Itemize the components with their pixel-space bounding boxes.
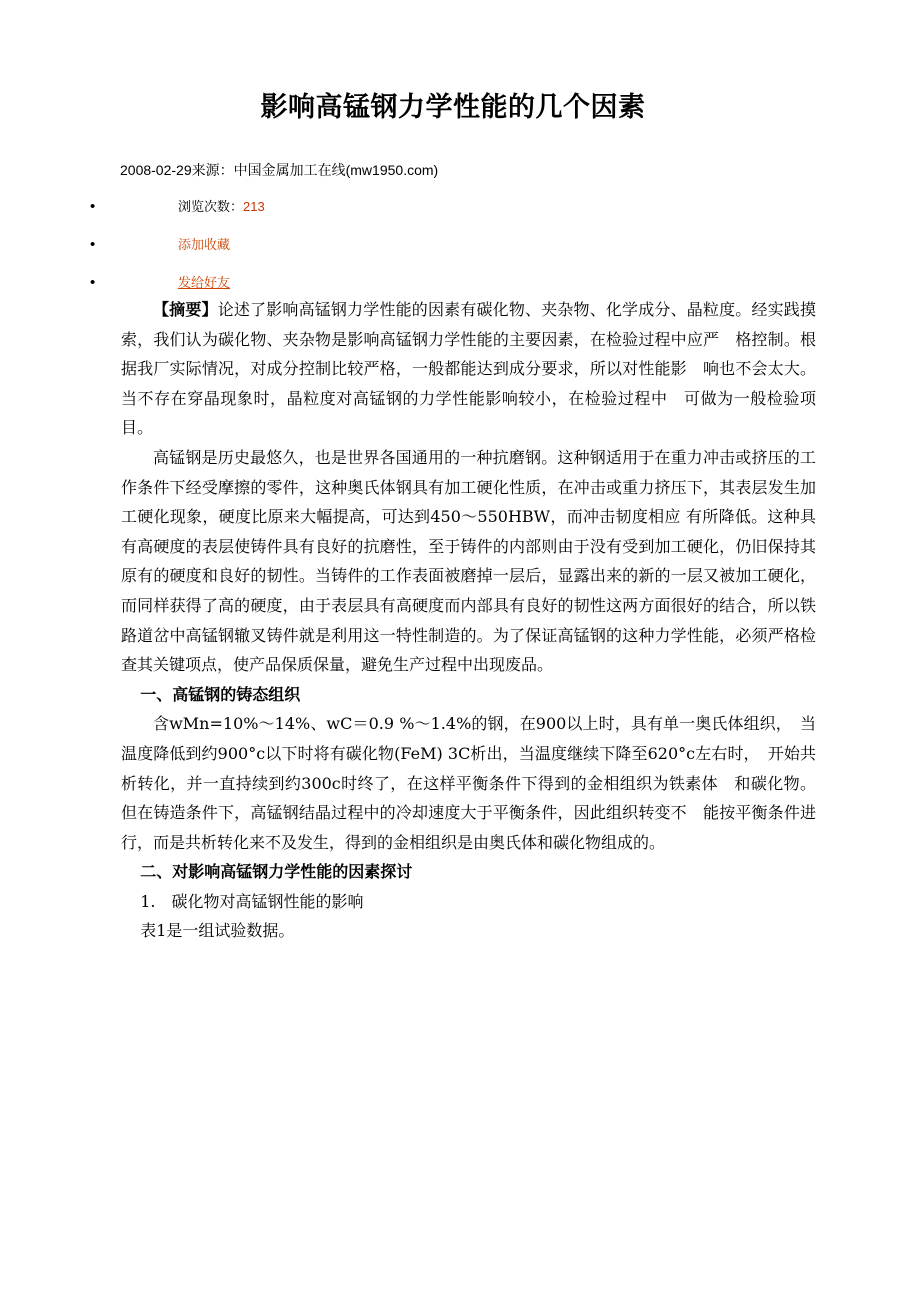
bullet-icon: • [90,236,96,253]
article-title: 影响高锰钢力学性能的几个因素 [260,92,646,123]
bullet-icon: • [90,274,96,291]
section2-heading: 二、对影响高锰钢力学性能的因素探讨 [140,862,413,882]
bullet-icon: • [90,198,96,215]
article-body [121,295,816,946]
abstract-paragraph [121,295,816,443]
table-intro: 表1是一组试验数据。 [140,921,295,941]
intro-paragraph: 高锰钢是历史最悠久，也是世界各国通用的一种抗磨钢。这种钢适用于在重力冲击或挤压的工作条件下经受摩擦的零件，这种奥氏体钢具有加工硬化性质，在冲击或重力挤压下，其表层发生加工硬化现象，硬度比原来大幅提高，可达到450～550HBW，而冲击韧度相应 有所降低。这种具有高硬度的表层使铸件具有良好的抗磨性，至于铸件的内部则由于没有受到加工硬化，仍旧保持其原有的硬度和良好的韧性。当铸件的工作表面被磨掉一层后，显露出来的新的一层又被加工硬化，而同样获得了高的硬度，由于表层具有高硬度而内部具有良好的韧性这两方面很好的结合，所以铁路道岔中高锰钢辙叉铸件就是利用这一特性制造的。为了保证高锰钢的这种力学性能，必须严格检查其关键项点，使产品保质保量，避免生产过程中出现废品。 [121,447,816,675]
abstract-text: 论述了影响高锰钢力学性能的因素有碳化物、夹杂物、化学成分、晶粒度。经实践摸索，我们认为碳化物、夹杂物是影响高锰钢力学性能的主要因素，在检验过程中应严 格控制。根据我厂实际情况，对成分控制比较严格，一般都能达到成分要求，所以对性能影 响也不会太大。当不存在穿晶现象时，晶粒度对高锰钢的力学性能影响较小，在检验过程中 可做为一般检验项目。 [121,300,816,438]
views-count: 213 [243,199,265,214]
section1-paragraph: 含wMn=10%～14%、wC＝0.9 %～1.4%的钢，在900以上时，具有单一奥氏体组织， 当温度降低到约900°c以下时将有碳化物(FeM) 3C析出，当温度继续下降至620°c左右时， 开始共析转化，并一直持续到约300c时终了，在这样平衡条件下得到的金相组织为铁素体 和碳化物。但在铸造条件下，高锰钢结晶过程中的冷却速度大于平衡条件，因此组织转变不 能按平衡条件进行，而是共析转化来不及发生，得到的金相组织是由奥氏体和碳化物组成的。 [121,714,816,852]
send-to-friend-link[interactable]: 发给好友 [178,275,231,290]
article-meta: 2008-02-29来源：中国金属加工在线(mw1950.com) [120,162,439,178]
views-item [0,190,920,228]
subsection1-heading: 1. 碳化物对高锰钢性能的影响 [140,891,364,911]
abstract-label: 【摘要】 [153,300,218,319]
section1-heading: 一、高锰钢的铸态组织 [140,684,301,704]
views-label: 浏览次数： [178,199,244,214]
add-favorite-link[interactable]: 添加收藏 [178,237,231,252]
favorite-item[interactable] [0,228,920,266]
article-actions-list [0,190,920,304]
